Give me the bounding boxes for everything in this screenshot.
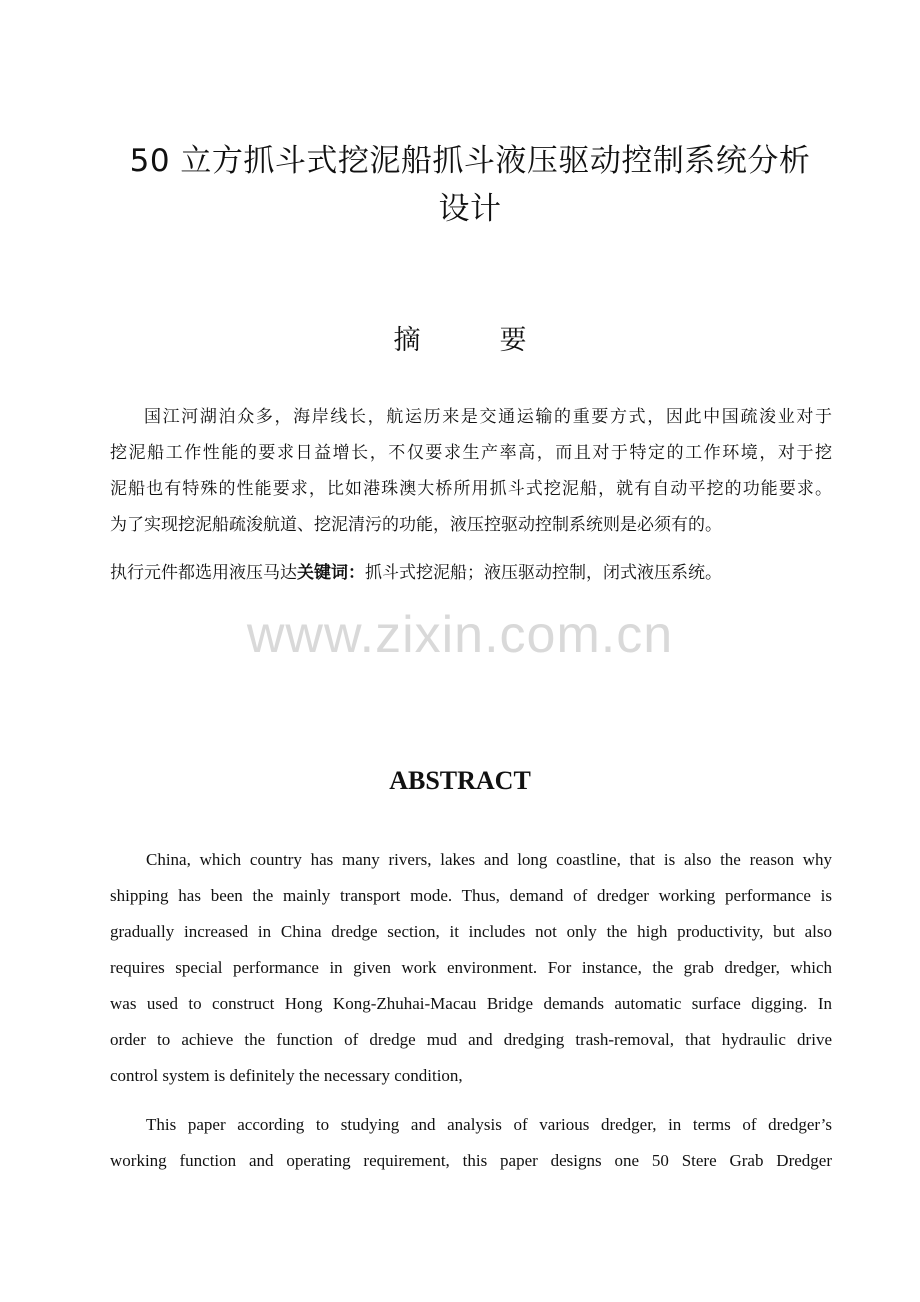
- keywords-label: 关键词：: [297, 563, 365, 583]
- keywords-text: 抓斗式挖泥船；液压驱动控制，闭式液压系统。: [365, 563, 722, 583]
- title-line-2: 设计: [438, 191, 502, 227]
- abstract-cn-line: 为了实现挖泥船疏浚航道、挖泥清污的功能，液压控驱动控制系统则是必须有的。: [110, 515, 722, 535]
- abstract-en-line: order to achieve the function of dredge mud and dredging trash-removal, that hydraulic drive: [110, 1030, 832, 1049]
- title-line-1: 50 立方抓斗式挖泥船抓斗液压驱动控制系统分析: [129, 143, 811, 179]
- document-title: [100, 137, 840, 233]
- abstract-en-line: shipping has been the mainly transport mode. Thus, demand of dredger working performance is: [110, 886, 832, 905]
- abstract-en-line: China, which country has many rivers, lakes and long coastline, that is also the reason why: [146, 850, 832, 869]
- abstract-en-line: control system is definitely the necessary condition,: [110, 1066, 463, 1085]
- abstract-cn-line: 国江河湖泊众多，海岸线长，航运历来是交通运输的重要方式，因此中国疏浚业对于: [144, 407, 832, 427]
- abstract-cn-line: 挖泥船工作性能的要求日益增长，不仅要求生产率高，而且对于特定的工作环境，对于挖: [110, 443, 832, 463]
- abstract-en-line: was used to construct Hong Kong-Zhuhai-Macau Bridge demands automatic surface digging. In: [110, 994, 832, 1013]
- abstract-en-heading: ABSTRACT: [389, 766, 531, 795]
- watermark: www.zixin.com.cn: [246, 606, 674, 664]
- abstract-cn-line: 泥船也有特殊的性能要求，比如港珠澳大桥所用抓斗式挖泥船，就有自动平挖的功能要求。: [110, 479, 832, 499]
- abstract-en-line: gradually increased in China dredge section, it includes not only the high productivity, but also: [110, 922, 832, 941]
- abstract-en-line: requires special performance in given work environment. For instance, the grab dredger, which: [110, 958, 832, 977]
- abstract-en-line: working function and operating requirement, this paper designs one 50 Stere Grab Dredger: [110, 1151, 832, 1170]
- keywords-line: [110, 561, 832, 585]
- abstract-en-line: This paper according to studying and analysis of various dredger, in terms of dredger’s: [146, 1115, 832, 1134]
- keywords-prefix: 执行元件都选用液压马达: [110, 563, 297, 583]
- abstract-cn-heading: 摘 要: [393, 325, 553, 356]
